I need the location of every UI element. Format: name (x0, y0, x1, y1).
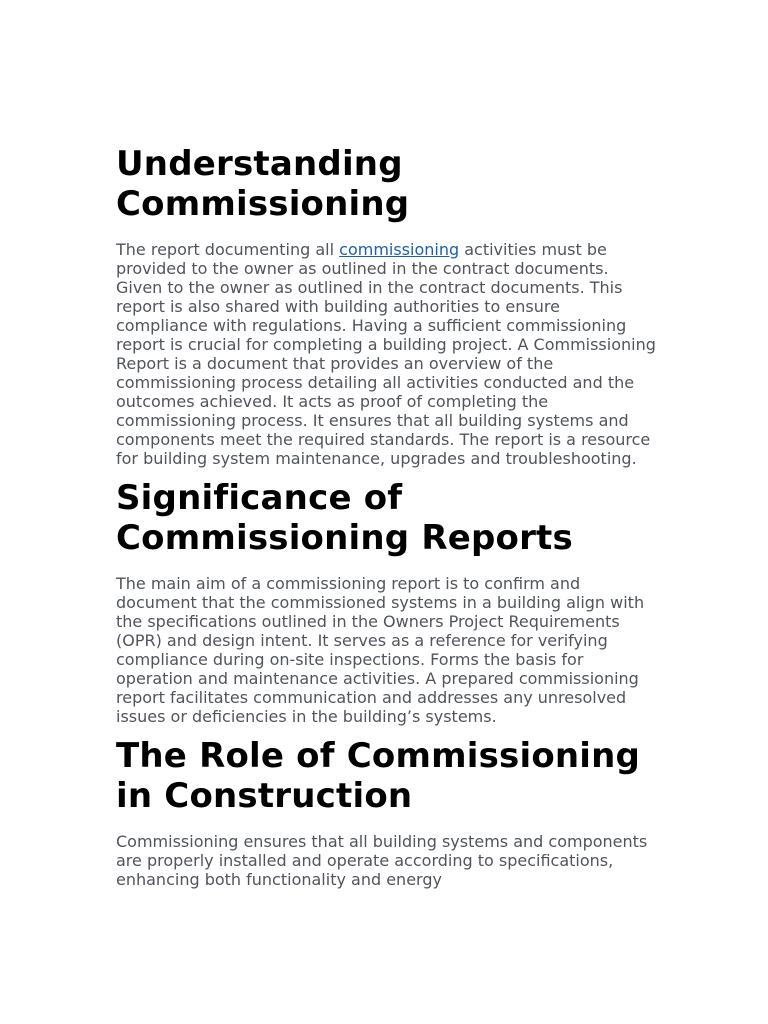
commissioning-link[interactable]: commissioning (339, 240, 460, 259)
section-heading: Significance of Commissioning Reports (116, 478, 573, 558)
section-body: Commissioning ensures that all building systems and components are properly installed and operate according to specifications, enhancing both functionality and energy (116, 832, 648, 889)
section-significance-of-commissioning-reports (116, 478, 656, 726)
section-body (116, 240, 656, 468)
section-understanding-commissioning (116, 144, 656, 468)
body-text: activities must be provided to the owner as outlined in the contract documents. Given to the owner as outlined in the contract documents. This report is also shared with building authorities to ensure compliance with regulations. Having a sufficient commissioning report is crucial for completing a building project. A Commissioning Report is a document that provides an overview of the commissioning process detailing all activities conducted and the outcomes achieved. It acts as proof of completing the commissioning process. It ensures that all building systems and components meet the required standards. The report is a resource for building system maintenance, upgrades and troubleshooting. (116, 240, 656, 468)
document-page (116, 144, 656, 899)
body-text: The report documenting all (116, 240, 340, 259)
section-body: The main aim of a commissioning report is to confirm and document that the commissioned systems in a building align with the specifications outlined in the Owners Project Requirements (OPR) and design intent. It serves as a reference for verifying compliance during on-site inspections. Forms the basis for operation and maintenance activities. A prepared commissioning report facilitates communication and addresses any unresolved issues or deficiencies in the building’s systems. (116, 574, 645, 726)
section-heading: The Role of Commissioning in Construction (116, 736, 641, 816)
section-role-of-commissioning (116, 736, 656, 889)
section-heading: Understanding Commissioning (116, 144, 410, 224)
